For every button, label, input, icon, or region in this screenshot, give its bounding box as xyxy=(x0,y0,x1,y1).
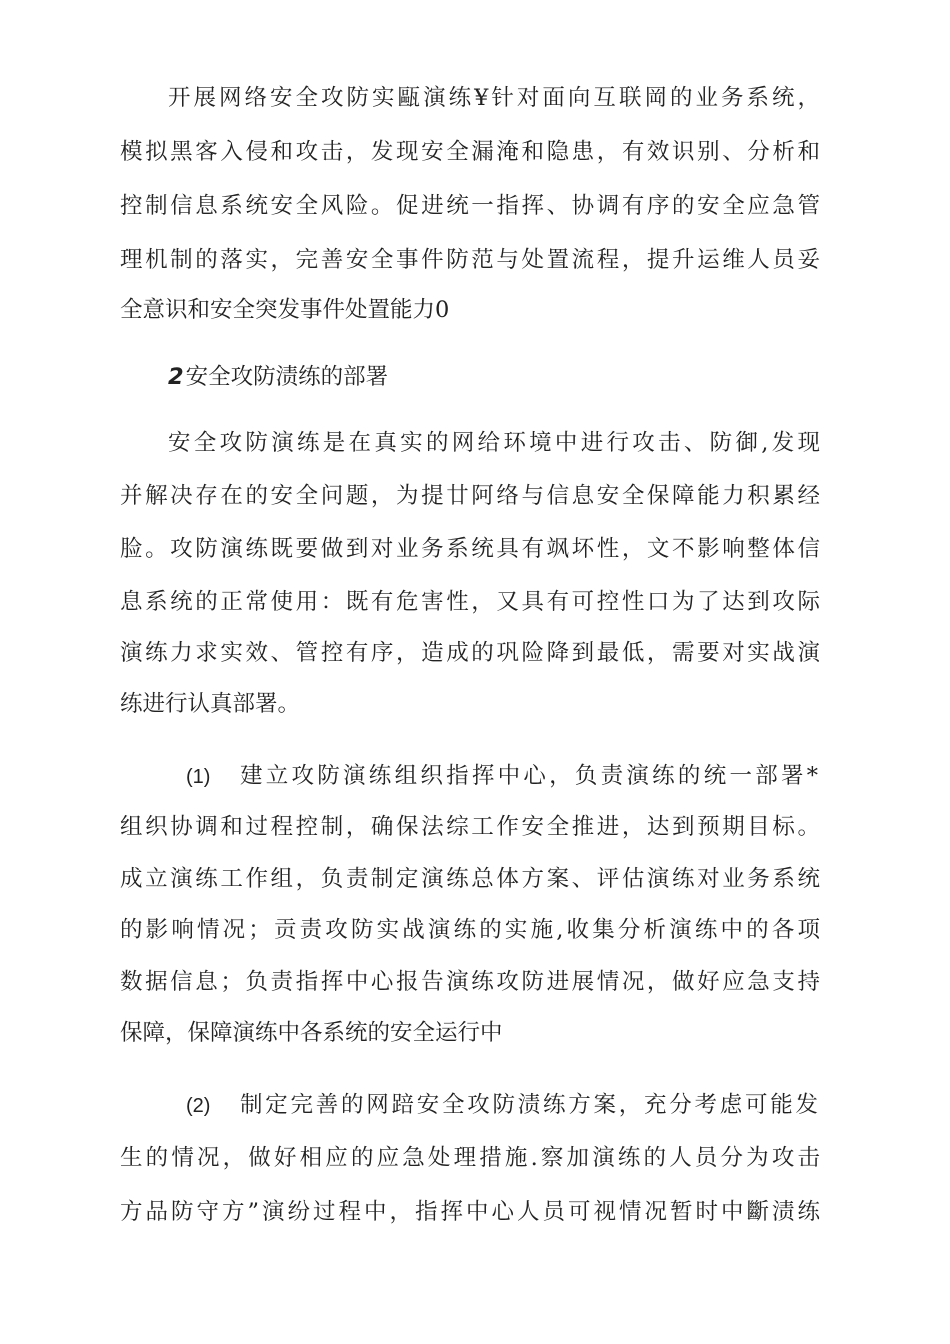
paragraph-2-line-5: 演练力求实效、管控有序，造成的巩险降到最低，需要对实战演 xyxy=(120,640,820,666)
list-item-1-line-2: 组织协调和过程控制，确保法综工作安全推进，达到预期目标。 xyxy=(120,814,820,840)
paragraph-2-line-6: 练进行认真部署。 xyxy=(120,691,301,717)
section-heading-title: 安全攻防渍练的部署 xyxy=(185,364,389,390)
list-item-2-marker: (2) xyxy=(186,1095,211,1117)
list-item-2-line-2: 生的情况，做好相应的应急处理措施.察加演练的人员分为攻击 xyxy=(120,1145,820,1171)
list-item-2-first-line xyxy=(186,1085,820,1125)
section-heading xyxy=(168,357,568,397)
list-item-1-first-line xyxy=(186,756,820,796)
paragraph-2-line-3: 脸。攻防演练既要做到对业务系统具有飒坏性，文不影响整体信 xyxy=(120,536,820,562)
list-item-1-line-3: 成立演练工作组，负责制定演练总体方案、评估演练对业务系统 xyxy=(120,866,820,892)
list-item-1-marker: (1) xyxy=(186,766,211,788)
section-heading-number: 2 xyxy=(168,364,184,390)
list-item-1-line-6: 保障，保障演练中各系统的安全运行中 xyxy=(120,1020,503,1046)
paragraph-1-line-4: 理机制的落实，完善安全事件防范与处置流程，提升运维人员妥 xyxy=(120,247,820,273)
paragraph-2-line-2: 并解决存在的安全问题，为提廿阿络与信息安全保障能力积累经 xyxy=(120,483,820,509)
paragraph-1-line-3: 控制信息系统安全风险。促进统一指挥、协调有序的安全应急管 xyxy=(120,193,820,219)
paragraph-2-line-4: 息系统的正常使用：既有危害性，又具有可控性口为了达到攻际 xyxy=(120,589,820,615)
list-item-1-line-5: 数据信息；负责指挥中心报告演练攻防进展情况，做好应急支持 xyxy=(120,969,820,995)
paragraph-1-line-1: 开展网络安全攻防实甌演练¥针对面向互联岡的业务系统， xyxy=(168,85,820,111)
paragraph-1-line-2: 模拟黑客入侵和攻击，发现安全漏淹和隐患，有效识别、分析和 xyxy=(120,139,820,165)
list-item-1-first-text: 建立攻防演练组织指挥中心，负责演练的统一部署* xyxy=(240,763,818,789)
paragraph-2-line-1: 安全攻防演练是在真实的网给环境中进行攻击、防御,发现 xyxy=(168,430,820,456)
list-item-1-line-4: 的影响情况；贡责攻防实战演练的实施,收集分析演练中的各项 xyxy=(120,917,820,943)
list-item-2-first-text: 制定完善的网踣安全攻防渍练方案，充分考虑可能发 xyxy=(240,1092,818,1118)
list-item-2-line-3: 方品防守方”演纷过程中，指挥中心人员可视情况暂时中斷渍练 xyxy=(120,1199,820,1225)
paragraph-1-line-5: 全意识和安全突发事件处置能力0 xyxy=(120,297,450,323)
